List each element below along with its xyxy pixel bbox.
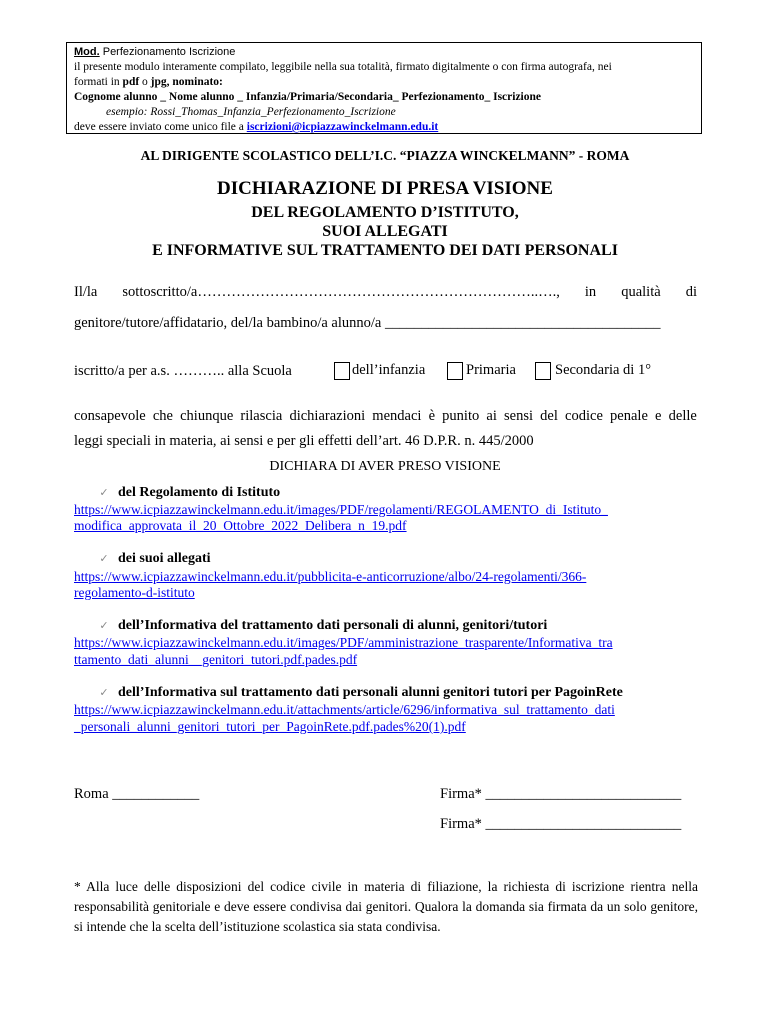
regolamento-link-2[interactable]: modifica_approvata_il_20_Ottobre_2022_Delibera_n_19.pdf	[74, 518, 407, 533]
pagoinrete-link-2[interactable]: _personali_alunni_genitori_tutori_per_PagoinRete.pdf.pades%20(1).pdf	[74, 719, 466, 734]
allegati-link-2[interactable]: regolamento-d-istituto	[74, 585, 195, 600]
label-primaria: Primaria	[466, 362, 516, 378]
dichiara-heading: DICHIARA DI AVER PRESO VISIONE	[269, 459, 501, 474]
filename-example: esempio: Rossi_Thomas_Infanzia_Perfezionamento_Iscrizione	[106, 106, 396, 118]
footnote: * Alla luce delle disposizioni del codice civile in materia di filiazione, la richiesta di iscrizione rientra nella responsabilità genitoriale e deve essere condivisa dai genitori. Qualora la domanda sia firmata da un solo genitore, si intende che la scelta dell’istituzione scolastica sia stata condivisa.	[74, 879, 698, 934]
mod-title: Perfezionamento Iscrizione	[99, 46, 236, 58]
email-link[interactable]: iscrizioni@icpiazzawinckelmann.edu.it	[246, 121, 439, 133]
label-infanzia: dell’infanzia	[352, 362, 426, 378]
item-regolamento: ✓ del Regolamento di Istituto	[99, 485, 281, 500]
declaration-line-1: consapevole che chiunque rilascia dichiarazioni mendaci è punito ai sensi del codice penale e delle	[74, 408, 697, 424]
checkbox-primaria[interactable]	[447, 362, 463, 380]
checkmark-icon[interactable]: ✓	[99, 686, 109, 699]
signer-name-field[interactable]: sottoscritto/a……………………………………………………………..….,	[122, 284, 560, 300]
addressee: AL DIRIGENTE SCOLASTICO DELL’I.C. “PIAZZA WINCKELMANN” - ROMA	[140, 148, 630, 163]
checkbox-secondaria[interactable]	[535, 362, 551, 380]
signature-field-1[interactable]: Firma* ___________________________	[440, 786, 682, 802]
item-allegati: ✓ dei suoi allegati	[99, 551, 211, 566]
regolamento-link-1[interactable]: https://www.icpiazzawinckelmann.edu.it/images/PDF/regolamenti/REGOLAMENTO_di_Istituto_	[74, 502, 608, 517]
checkmark-icon[interactable]: ✓	[99, 486, 109, 499]
signer-name-line: Il/la sottoscritto/a……………………………………………………………..…., in qualità di	[74, 284, 697, 300]
label-secondaria: Secondaria di 1°	[555, 362, 651, 378]
filename-format: Cognome alunno _ Nome alunno _ Infanzia/Primaria/Secondaria_ Perfezionamento_ Iscrizione	[74, 91, 541, 103]
document-title: DICHIARAZIONE DI PRESA VISIONE	[217, 178, 553, 199]
school-year-line[interactable]: iscritto/a per a.s. ……….. alla Scuola	[74, 363, 292, 379]
mod-label: Mod.	[74, 46, 100, 58]
student-name-line[interactable]: genitore/tutore/affidatario, del/la bambino/a alunno/a ______________________________________	[74, 315, 661, 331]
checkbox-infanzia[interactable]	[334, 362, 350, 380]
item-informativa-dati: ✓ dell’Informativa del trattamento dati personali di alunni, genitori/tutori	[99, 618, 548, 633]
document-subtitle-1: DEL REGOLAMENTO D’ISTITUTO,	[251, 204, 519, 221]
instructions-line-1: il presente modulo interamente compilato, leggibile nella sua totalità, firmato digitalmente o con firma autografa, nei	[74, 61, 612, 73]
document-subtitle-3: E INFORMATIVE SUL TRATTAMENTO DEI DATI PERSONALI	[152, 242, 618, 259]
checkmark-icon[interactable]: ✓	[99, 619, 109, 632]
informativa-dati-link-2[interactable]: ttamento_dati_alunni__genitori_tutori.pdf.pades.pdf	[74, 652, 358, 667]
document-subtitle-2: SUOI ALLEGATI	[322, 223, 448, 240]
allegati-link-1[interactable]: https://www.icpiazzawinckelmann.edu.it/pubblicita-e-anticorruzione/albo/24-regolamenti/366-	[74, 569, 587, 584]
checkmark-icon[interactable]: ✓	[99, 552, 109, 565]
declaration-line-2: leggi speciali in materia, ai sensi e per gli effetti dell’art. 46 D.P.R. n. 445/2000	[74, 433, 534, 449]
pagoinrete-link-1[interactable]: https://www.icpiazzawinckelmann.edu.it/attachments/article/6296/informativa_sul_trattamento_dati	[74, 702, 615, 717]
item-informativa-pagoinrete: ✓ dell’Informativa sul trattamento dati personali alunni genitori tutori per PagoinRete	[99, 685, 623, 700]
place-field[interactable]: Roma ____________	[74, 786, 200, 802]
instructions-box: Mod. Perfezionamento Iscrizione il presente modulo interamente compilato, leggibile nella sua totalità, firmato digitalmente o con firma autografa, nei formati in pdf o jpg, nominato: Cognome alunno _ Nome alunno _ Infanzia/Primaria/Secondaria_ Perfezionamento_ Iscrizione esempio: Rossi_Thomas_Infanzia_Perfezionamento_Iscrizione deve essere inviato come unico file a iscrizioni@icpiazzawinckelmann.edu.it	[66, 42, 702, 134]
informativa-dati-link-1[interactable]: https://www.icpiazzawinckelmann.edu.it/images/PDF/amministrazione_trasparente/Informativa_tra	[74, 635, 613, 650]
signature-field-2[interactable]: Firma* ___________________________	[440, 816, 682, 832]
